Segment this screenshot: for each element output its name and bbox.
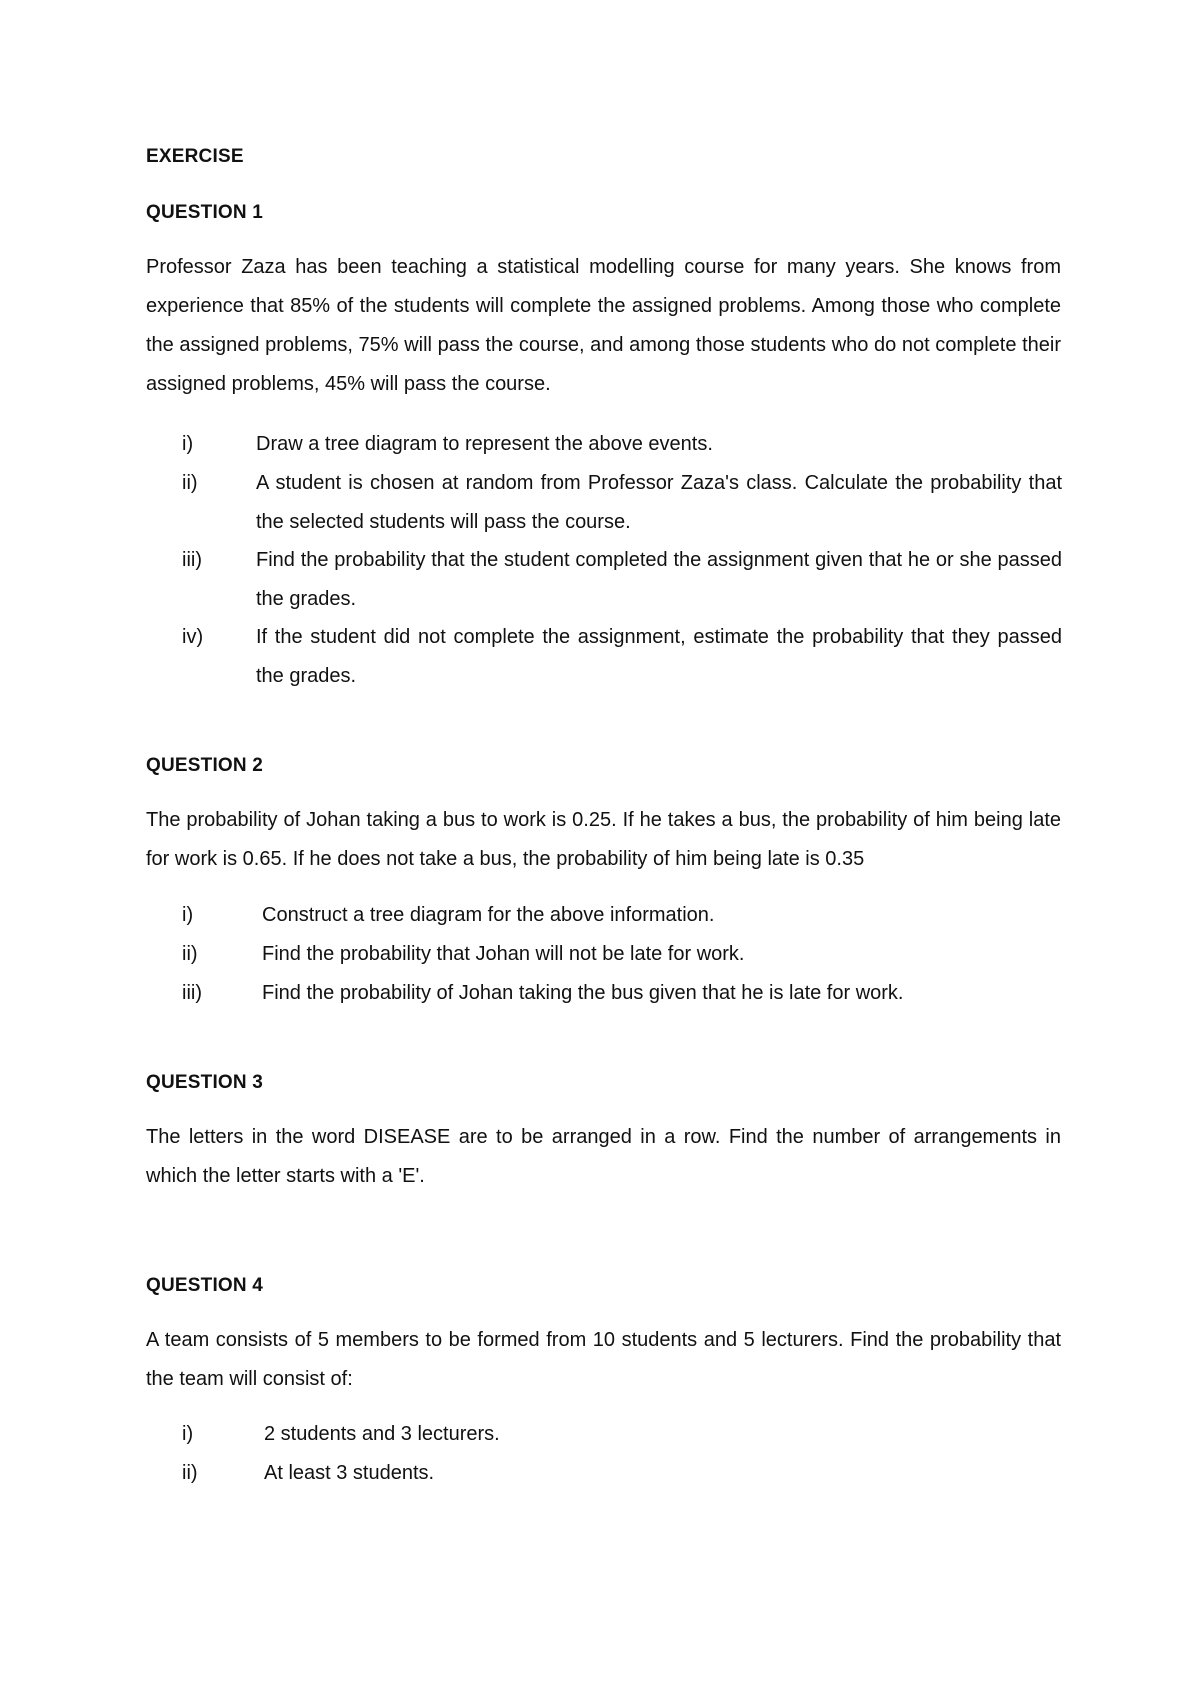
question-2-heading: QUESTION 2 (146, 755, 264, 776)
item-number: i) (182, 433, 194, 455)
question-1-body: Professor Zaza has been teaching a statistical modelling course for many years. She knows from experience that 85% of the students will complete the assigned problems. Among those who complete the assigned problems, 75% will pass the course, and among those students who do not complete their assigned problems, 45% will pass the course. (146, 256, 1061, 395)
item-number: iv) (182, 626, 204, 648)
question-1-item-i (182, 425, 1062, 464)
item-text: If the student did not complete the assignment, estimate the probability that they passed the grades. (256, 626, 1062, 687)
exercise-title: EXERCISE (146, 146, 244, 167)
question-2-item-i (182, 896, 1062, 935)
item-text: At least 3 students. (264, 1462, 435, 1484)
question-2-item-ii (182, 935, 1062, 974)
item-number: ii) (182, 943, 198, 965)
item-number: ii) (182, 1462, 198, 1484)
item-number: i) (182, 904, 194, 926)
question-1-item-ii (182, 464, 1062, 542)
question-3-body: The letters in the word DISEASE are to be arranged in a row. Find the number of arrangements in which the letter starts with a 'E'. (146, 1126, 1061, 1187)
item-text: Find the probability that Johan will not be late for work. (262, 943, 745, 965)
item-text: 2 students and 3 lecturers. (264, 1423, 500, 1445)
question-1-item-iv (182, 618, 1062, 696)
item-text: Find the probability of Johan taking the bus given that he is late for work. (262, 982, 904, 1004)
item-text: Construct a tree diagram for the above information. (262, 904, 715, 926)
item-number: iii) (182, 982, 202, 1004)
question-3-heading: QUESTION 3 (146, 1072, 264, 1093)
question-1-heading: QUESTION 1 (146, 202, 264, 223)
item-number: ii) (182, 472, 198, 494)
question-4-heading: QUESTION 4 (146, 1275, 264, 1296)
question-4-item-i (182, 1415, 1062, 1454)
question-2-item-iii (182, 974, 1062, 1013)
item-number: i) (182, 1423, 194, 1445)
item-text: A student is chosen at random from Professor Zaza's class. Calculate the probability that the selected students will pass the course. (256, 472, 1062, 533)
item-text: Find the probability that the student completed the assignment given that he or she passed the grades. (256, 549, 1062, 610)
question-1-item-iii (182, 541, 1062, 619)
question-2-body: The probability of Johan taking a bus to work is 0.25. If he takes a bus, the probability of him being late for work is 0.65. If he does not take a bus, the probability of him being late is 0.35 (146, 809, 1061, 870)
item-number: iii) (182, 549, 202, 571)
question-4-body: A team consists of 5 members to be formed from 10 students and 5 lecturers. Find the probability that the team will consist of: (146, 1329, 1061, 1390)
item-text: Draw a tree diagram to represent the above events. (256, 433, 713, 455)
question-4-item-ii (182, 1454, 1062, 1493)
